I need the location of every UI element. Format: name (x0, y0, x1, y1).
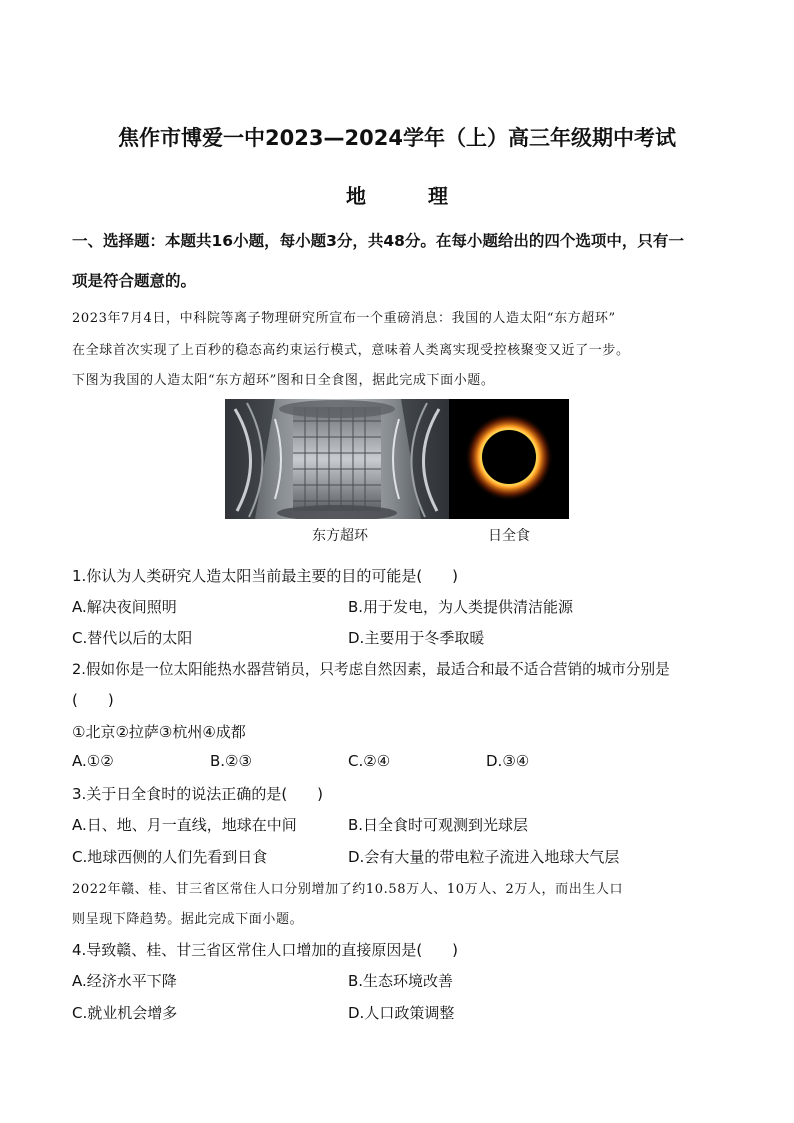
exam-title: 焦作市博爱一中2023—2024学年（上）高三年级期中考试 (118, 126, 676, 150)
passage1-line2: 在全球首次实现了上百秒的稳态高约束运行模式，意味着人类离实现受控核聚变又近了一步。 (72, 343, 630, 358)
q2-stem-line1: 2.假如你是一位太阳能热水器营销员，只考虑自然因素，最适合和最不适合营销的城市分别是 (72, 661, 670, 678)
q4-stem: 4.导致赣、桂、甘三省区常住人口增加的直接原因是( ) (72, 941, 459, 959)
passage2-line2: 则呈现下降趋势。据此完成下面小题。 (72, 912, 304, 927)
caption-eclipse: 日全食 (488, 528, 530, 544)
q1-option-c: C.替代以后的太阳 (72, 629, 193, 647)
q3-option-c: C.地球西侧的人们先看到日食 (72, 848, 268, 866)
q2-option-b: B.②③ (210, 752, 252, 770)
q2-items: ①北京②拉萨③杭州④成都 (72, 723, 246, 741)
q2-option-a: A.①② (72, 752, 114, 770)
figure-images (225, 399, 569, 519)
eclipse-image (449, 399, 569, 519)
q1-stem: 1.你认为人类研究人造太阳当前最主要的目的可能是( ) (72, 567, 459, 585)
section-heading-line1: 一、选择题：本题共16小题，每小题3分，共48分。在每小题给出的四个选项中，只有一 (72, 232, 684, 250)
q3-option-b: B.日全食时可观测到光球层 (348, 816, 529, 834)
q4-option-b: B.生态环境改善 (348, 972, 454, 990)
q2-stem-line2: ( ) (72, 691, 114, 709)
q1-option-a: A.解决夜间照明 (72, 598, 177, 616)
q3-stem: 3.关于日全食时的说法正确的是( ) (72, 785, 324, 803)
q4-option-c: C.就业机会增多 (72, 1004, 178, 1022)
tokamak-image (225, 399, 449, 519)
q4-option-d: D.人口政策调整 (348, 1004, 455, 1022)
caption-tokamak: 东方超环 (312, 528, 368, 544)
q2-option-d: D.③④ (486, 752, 530, 770)
q4-option-a: A.经济水平下降 (72, 972, 177, 990)
q1-option-b: B.用于发电，为人类提供清洁能源 (348, 598, 574, 616)
q1-option-d: D.主要用于冬季取暖 (348, 629, 485, 647)
q3-option-a: A.日、地、月一直线，地球在中间 (72, 816, 297, 834)
passage1-line1: 2023年7月4日，中科院等离子物理研究所宣布一个重磅消息：我国的人造太阳“东方超环” (72, 311, 616, 326)
passage1-line3: 下图为我国的人造太阳“东方超环”图和日全食图，据此完成下面小题。 (72, 373, 495, 388)
q2-option-c: C.②④ (348, 752, 391, 770)
passage2-line1: 2022年赣、桂、甘三省区常住人口分别增加了约10.58万人、10万人、2万人，而出生人口 (72, 882, 624, 897)
q3-option-d: D.会有大量的带电粒子流进入地球大气层 (348, 848, 620, 866)
subject-title: 地理 (346, 184, 510, 208)
section-heading-line2: 项是符合题意的。 (72, 272, 197, 290)
